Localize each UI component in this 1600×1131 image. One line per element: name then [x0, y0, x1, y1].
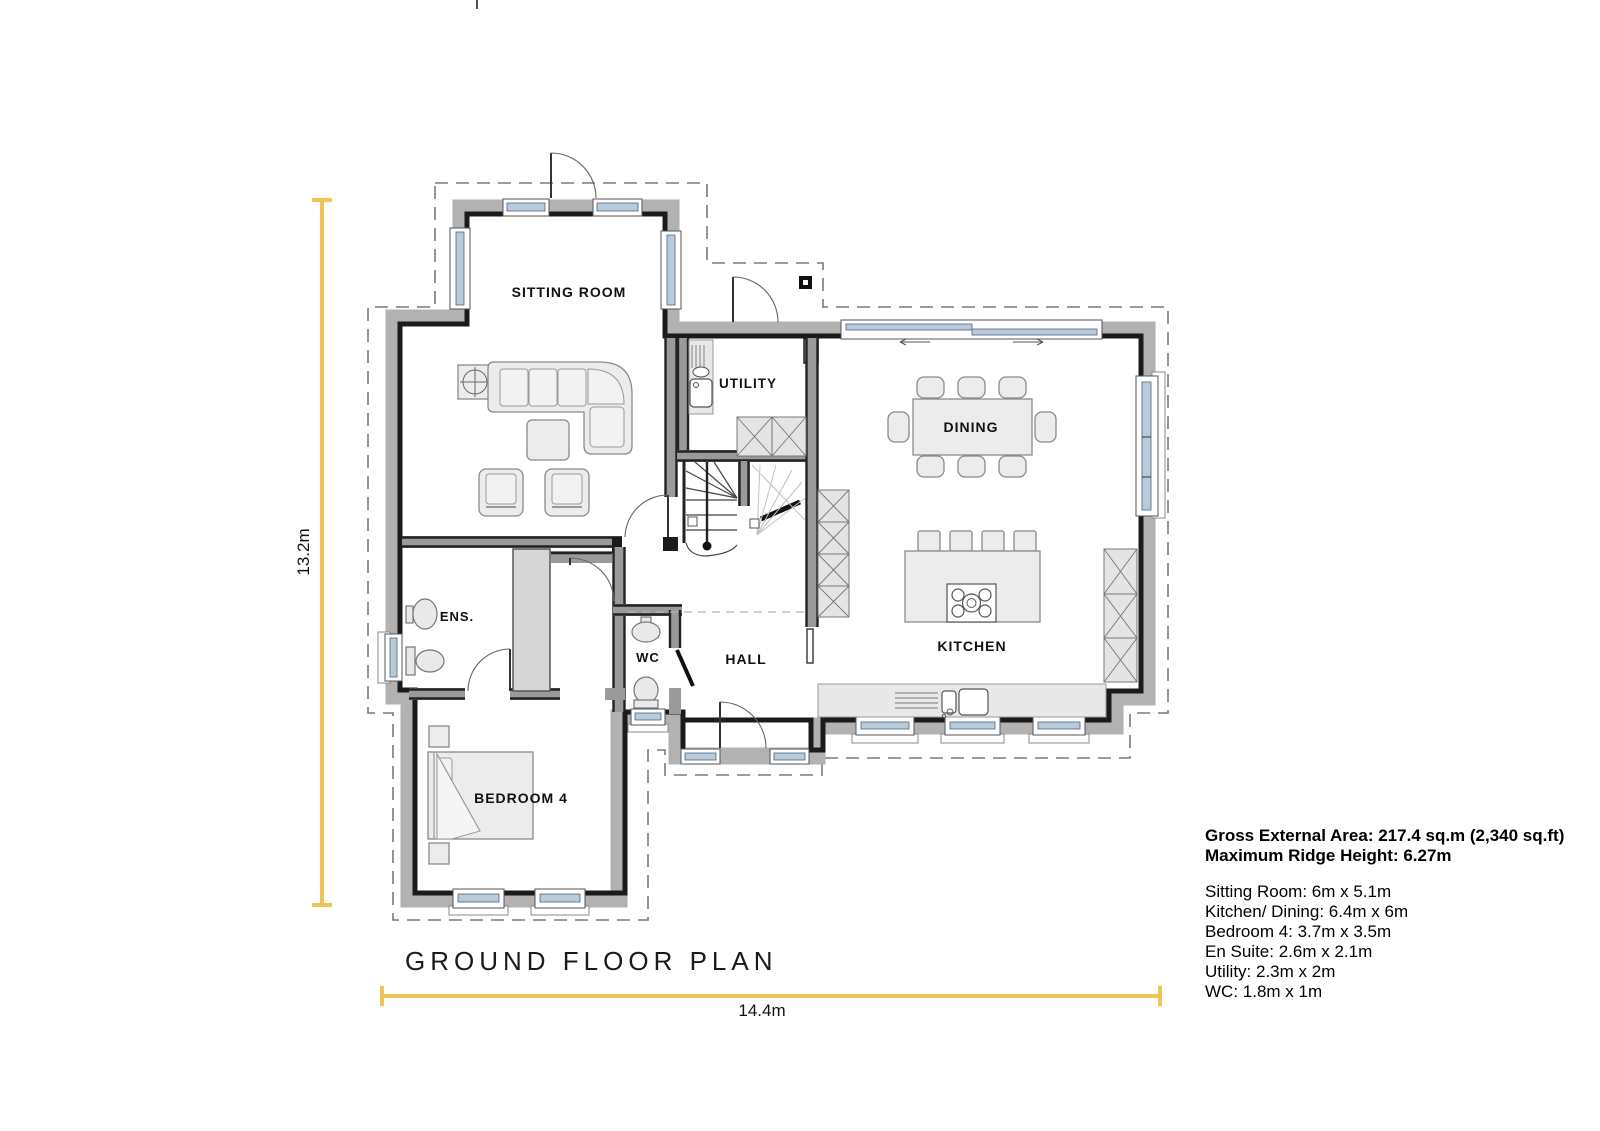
- armchair: [479, 469, 523, 516]
- coffee-table: [527, 420, 569, 460]
- utility-back-door: [733, 277, 778, 322]
- room-size-note: En Suite: 2.6m x 2.1m: [1205, 942, 1373, 961]
- stool: [1014, 531, 1036, 551]
- room-size-note: Utility: 2.3m x 2m: [1205, 962, 1336, 981]
- dining-chair: [958, 377, 985, 398]
- ensuite-fixtures: [406, 599, 444, 675]
- dining-chair: [917, 456, 944, 477]
- area-notes: [1205, 826, 1600, 1002]
- ridge-height-note: Maximum Ridge Height: 6.27m: [1205, 846, 1452, 865]
- label-sitting-room: SITTING ROOM: [511, 284, 627, 300]
- toilet: [406, 647, 444, 675]
- ensuite-door: [468, 649, 510, 691]
- bedside-table: [429, 843, 449, 864]
- stool: [982, 531, 1004, 551]
- basin: [632, 617, 660, 642]
- side-table-lamp: [458, 365, 492, 399]
- room-size-note: WC: 1.8m x 1m: [1205, 982, 1323, 1001]
- hall-kitchen-door: [807, 629, 813, 663]
- utility-counter: [689, 340, 713, 414]
- wc-door: [677, 650, 693, 686]
- dining-chair: [888, 412, 909, 442]
- basin: [406, 599, 437, 629]
- stool: [950, 531, 972, 551]
- utility-appliances: [737, 417, 806, 456]
- larder-units: [818, 490, 849, 617]
- dining-chair: [999, 456, 1026, 477]
- dining-chair: [999, 377, 1026, 398]
- label-wc: WC: [636, 650, 660, 665]
- stool: [918, 531, 940, 551]
- room-size-note: Bedroom 4: 3.7m x 3.5m: [1205, 922, 1392, 941]
- label-dining: DINING: [943, 419, 999, 435]
- label-ens: ENS.: [439, 609, 475, 624]
- dim-width-label: 14.4m: [738, 1001, 786, 1020]
- gross-area-note: Gross External Area: 217.4 sq.m (2,340 sq.ft): [1205, 826, 1565, 845]
- kitchen-island-group: [905, 531, 1040, 622]
- room-size-note: Kitchen/ Dining: 6.4m x 6m: [1205, 902, 1409, 921]
- dim-height-label: 13.2m: [294, 528, 313, 576]
- dining-chair: [917, 377, 944, 398]
- plan-title: GROUND FLOOR PLAN: [405, 946, 778, 976]
- wardrobe: [513, 549, 550, 691]
- bedroom-corridor-door: [570, 558, 614, 601]
- dining-chair: [1035, 412, 1056, 442]
- bedside-table: [429, 726, 449, 747]
- dimension-width: [382, 986, 1160, 1020]
- front-door: [720, 702, 766, 748]
- room-size-note: Sitting Room: 6m x 5.1m: [1205, 882, 1392, 901]
- label-utility: UTILITY: [719, 376, 777, 391]
- dimension-height: [294, 200, 332, 905]
- flue-marker: [799, 276, 812, 289]
- toilet: [634, 677, 658, 708]
- tall-units: [1104, 549, 1137, 682]
- label-bedroom4: BEDROOM 4: [474, 790, 568, 806]
- sitting-room-garden-door: [551, 153, 596, 198]
- armchair: [545, 469, 589, 516]
- sitting-room-hall-door: [625, 495, 668, 537]
- label-hall: HALL: [725, 651, 767, 667]
- kitchen-counter: [818, 684, 1106, 718]
- hob: [947, 584, 996, 622]
- dining-chair: [958, 456, 985, 477]
- sitting-room-furniture: [458, 362, 632, 516]
- label-kitchen: KITCHEN: [937, 638, 1007, 654]
